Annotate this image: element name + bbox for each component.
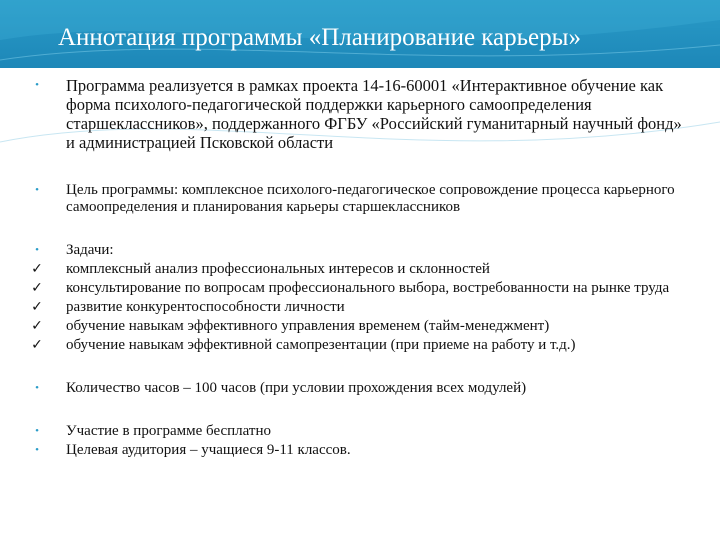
list-item-text: Программа реализуется в рамках проекта 14-16-60001 «Интерактивное обучение как форма психолого-педагогической поддержки карьерного самоопределения старшеклассников», поддержанного ФГБУ «Российский гуманитарный научный фонд» и администрацией Псковской области (66, 76, 682, 152)
list-item (30, 76, 690, 152)
list-item (30, 318, 690, 335)
list-item-text: Участие в программе бесплатно (66, 423, 272, 439)
list-item (30, 299, 690, 316)
checkmark-icon: ✓ (31, 261, 43, 277)
list-item (30, 280, 690, 297)
checkmark-icon: ✓ (31, 299, 43, 315)
list-item (30, 380, 690, 397)
list-item-text: Цель программы: комплексное психолого-педагогическое сопровождение процесса карьерного самоопределения и планирования карьеры старшеклассников (66, 182, 675, 215)
list-item (30, 261, 690, 278)
list-item-text: обучение навыкам эффективного управления временем (тайм-менеджмент) (66, 318, 550, 334)
bullet-icon: • (35, 382, 39, 394)
list-item-text: Целевая аудитория – учащиеся 9-11 классов. (66, 442, 351, 458)
checkmark-icon: ✓ (31, 337, 43, 353)
bullet-icon: • (35, 79, 39, 91)
list-item-text: консультирование по вопросам профессионального выбора, востребованности на рынке труда (66, 280, 670, 296)
list-item (30, 337, 690, 354)
bullet-icon: • (35, 425, 39, 437)
checkmark-icon: ✓ (31, 318, 43, 334)
list-item (30, 423, 690, 440)
list-item-text: комплексный анализ профессиональных интересов и склонностей (66, 261, 490, 277)
list-item (30, 442, 690, 459)
list-item-text: обучение навыкам эффективной самопрезентации (при приеме на работу и т.д.) (66, 337, 576, 353)
slide-header (0, 0, 720, 68)
bullet-icon: • (35, 184, 39, 196)
slide-content (30, 76, 690, 459)
list-item-text: Задачи: (66, 242, 114, 258)
slide-title: Аннотация программы «Планирование карьеры» (58, 24, 581, 51)
list-item-text: Количество часов – 100 часов (при условии прохождения всех модулей) (66, 380, 527, 396)
bullet-icon: • (35, 444, 39, 456)
checkmark-icon: ✓ (31, 280, 43, 296)
list-item (30, 242, 690, 259)
list-item (30, 182, 690, 216)
bullet-icon: • (35, 244, 39, 256)
list-item-text: развитие конкурентоспособности личности (66, 299, 345, 315)
